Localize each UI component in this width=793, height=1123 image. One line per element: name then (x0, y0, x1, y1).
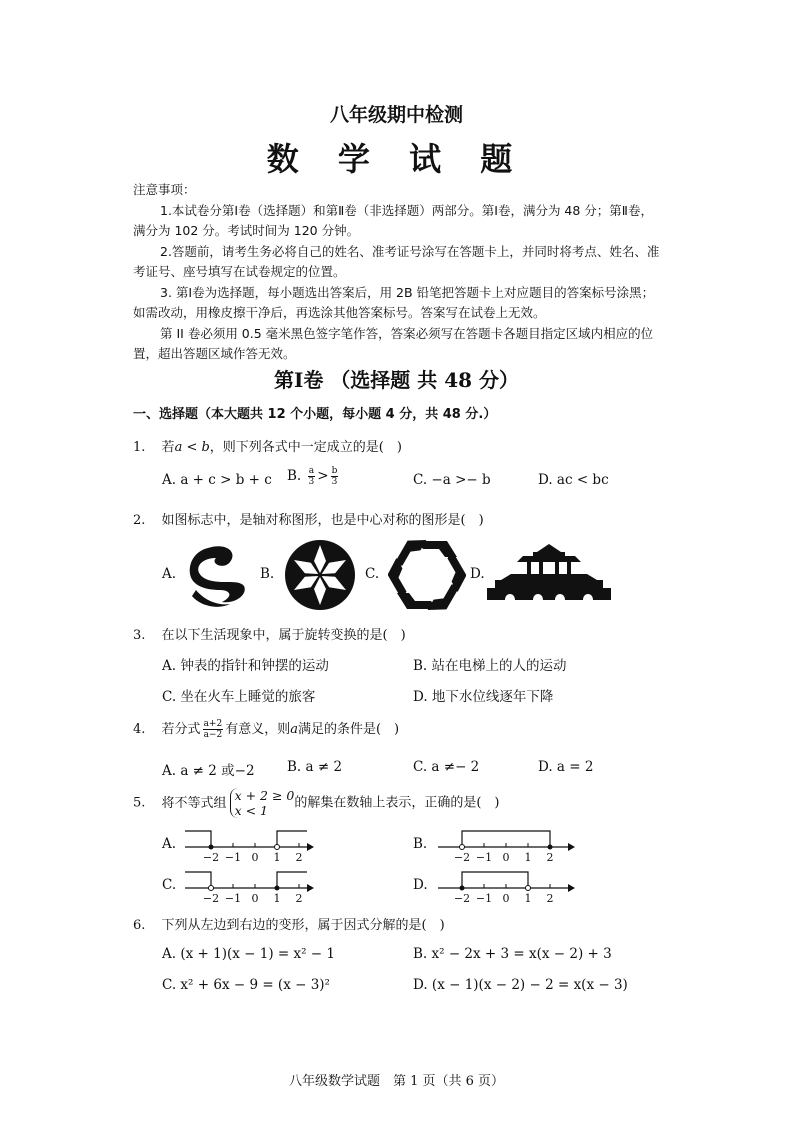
q2-option-b[interactable]: B. (260, 566, 275, 582)
frac-num: a (308, 466, 315, 476)
frac-den: 3 (331, 477, 338, 487)
question-5 (133, 788, 500, 818)
question-number: 2. (133, 513, 146, 528)
section-title: 第Ⅰ卷 （选择题 共 48 分） (273, 368, 520, 392)
question-stem: 如图标志中，是轴对称图形，也是中心对称的图形是( ) (161, 513, 484, 528)
inequality-2: x < 1 (234, 803, 268, 818)
number-line-a (185, 825, 315, 865)
question-2 (133, 509, 484, 528)
hexagon-swirl-logo-icon (388, 537, 466, 613)
question-stem: 满足的条件是( ) (297, 722, 400, 737)
tick-label: −1 (475, 851, 493, 864)
question-number: 5. (133, 795, 146, 811)
fraction (331, 466, 339, 487)
frac-num: b (331, 466, 338, 476)
option-label: B. (287, 468, 302, 484)
number-line-b (438, 825, 576, 865)
part-title: 一、选择题（本大题共 12 个小题，每小题 4 分，共 48 分.） (133, 407, 497, 422)
q6-option-a[interactable]: A. (x + 1)(x − 1) = x² − 1 (162, 946, 335, 962)
tick-label: 2 (546, 892, 554, 905)
notes-heading: 注意事项： (133, 182, 196, 197)
question-number: 3. (133, 628, 146, 643)
question-number: 4. (133, 722, 146, 737)
q3-option-c[interactable]: C. 坐在火车上睡觉的旅客 (162, 689, 316, 705)
q5-option-b[interactable]: B. (413, 836, 428, 852)
question-stem: 将不等式组 (161, 795, 227, 811)
question-number: 6. (133, 918, 146, 933)
q4-option-c[interactable]: C. a ≠− 2 (413, 759, 480, 775)
q6-option-b[interactable]: B. x² − 2x + 3 = x(x − 2) + 3 (413, 946, 612, 962)
note-4: 第 II 卷必须用 0.5 毫米黑色签字笔作答，答案必须写在答题卡各题目指定区域内相应的位置，超出答题区域作答无效。 (133, 325, 654, 361)
number-line-c (185, 866, 315, 906)
tick-label: −2 (202, 892, 220, 905)
tick-label: 0 (251, 892, 259, 905)
q4-option-b[interactable]: B. a ≠ 2 (287, 759, 343, 775)
note-1: 1.本试卷分第Ⅰ卷（选择题）和第Ⅱ卷（非选择题）两部分。第Ⅰ卷，满分为 48 分；第Ⅱ卷，满分为 102 分。考试时间为 120 分钟。 (133, 202, 653, 238)
q1-option-c[interactable]: C. −a >− b (413, 472, 491, 488)
frac-num: a+2 (203, 719, 223, 729)
question-stem: 下列从左边到右边的变形，属于因式分解的是( ) (161, 918, 445, 933)
tick-label: 1 (273, 851, 281, 864)
tick-label: −1 (224, 892, 242, 905)
note-2: 2.答题前，请考生务必将自己的姓名、准考证号涂写在答题卡上，并同时将考点、姓名、准考证号、座号填写在试卷规定的位置。 (133, 243, 660, 279)
question-stem: 在以下生活现象中，属于旋转变换的是( ) (161, 628, 406, 643)
q1-option-d[interactable]: D. ac < bc (538, 472, 609, 488)
tick-label: 1 (524, 892, 532, 905)
inequality-1: x + 2 ≥ 0 (234, 788, 295, 803)
tick-label: 0 (251, 851, 259, 864)
tick-label: 1 (524, 851, 532, 864)
q2-option-c[interactable]: C. (365, 566, 380, 582)
q6-option-c[interactable]: C. x² + 6x − 9 = (x − 3)² (162, 977, 330, 993)
question-stem: 若 (161, 440, 175, 455)
q1-option-b[interactable] (287, 466, 340, 487)
tick-label: 2 (295, 851, 303, 864)
q5-option-d[interactable]: D. (413, 877, 428, 893)
notes-block (133, 180, 663, 365)
question-stem: ，则下列各式中一定成立的是( ) (209, 440, 402, 455)
question-stem: 的解集在数轴上表示，正确的是( ) (294, 795, 500, 811)
tick-label: −2 (202, 851, 220, 864)
tick-label: 2 (546, 851, 554, 864)
page-footer: 八年级数学试题 第 1 页（共 6 页） (288, 1074, 505, 1089)
fraction (308, 466, 316, 487)
note-3: 3. 第Ⅰ卷为选择题，每小题选出答案后，用 2B 铅笔把答题卡上对应题目的答案标号涂黑；如需改动，用橡皮擦干净后，再选涂其他答案标号。答案写在试卷上无效。 (133, 284, 655, 320)
q2-option-a[interactable]: A. (162, 566, 177, 582)
frac-den: 3 (308, 477, 315, 487)
question-6 (133, 914, 445, 933)
stem-math: a (290, 722, 298, 737)
q4-option-d[interactable]: D. a = 2 (538, 759, 594, 775)
question-number: 1. (133, 440, 146, 455)
frac-den: a−2 (203, 730, 223, 740)
tick-label: −2 (453, 892, 471, 905)
inequality-system (230, 788, 295, 818)
question-stem: 有意义，则 (225, 722, 291, 737)
q3-option-a[interactable]: A. 钟表的指针和钟摆的运动 (162, 658, 329, 674)
exam-title: 数 学 试 题 (266, 140, 527, 178)
question-stem: 若分式 (161, 722, 201, 737)
tick-label: −1 (475, 892, 493, 905)
q5-option-c[interactable]: C. (162, 877, 177, 893)
q4-option-a[interactable]: A. a ≠ 2 或−2 (162, 763, 255, 779)
question-3 (133, 624, 406, 643)
fraction (203, 719, 224, 740)
tick-label: 0 (502, 851, 510, 864)
swirl-logo-icon (178, 540, 256, 610)
question-4 (133, 718, 399, 740)
operator: > (317, 468, 329, 484)
q3-option-d[interactable]: D. 地下水位线逐年下降 (413, 689, 554, 705)
q2-option-d[interactable]: D. (470, 566, 485, 582)
pavilion-bridge-logo-icon (487, 542, 611, 602)
tick-label: −2 (453, 851, 471, 864)
q3-option-b[interactable]: B. 站在电梯上的人的运动 (413, 658, 567, 674)
snowflake-logo-icon (283, 538, 357, 612)
tick-label: −1 (224, 851, 242, 864)
tick-label: 1 (273, 892, 281, 905)
q1-option-a[interactable]: A. a + c > b + c (162, 472, 272, 488)
question-1 (133, 436, 402, 455)
q5-option-a[interactable]: A. (162, 836, 177, 852)
number-line-d (438, 866, 576, 906)
tick-label: 0 (502, 892, 510, 905)
q6-option-d[interactable]: D. (x − 1)(x − 2) − 2 = x(x − 3) (413, 977, 628, 993)
tick-label: 2 (295, 892, 303, 905)
exam-subtitle: 八年级期中检测 (329, 104, 463, 126)
stem-math: a < b (174, 440, 210, 455)
